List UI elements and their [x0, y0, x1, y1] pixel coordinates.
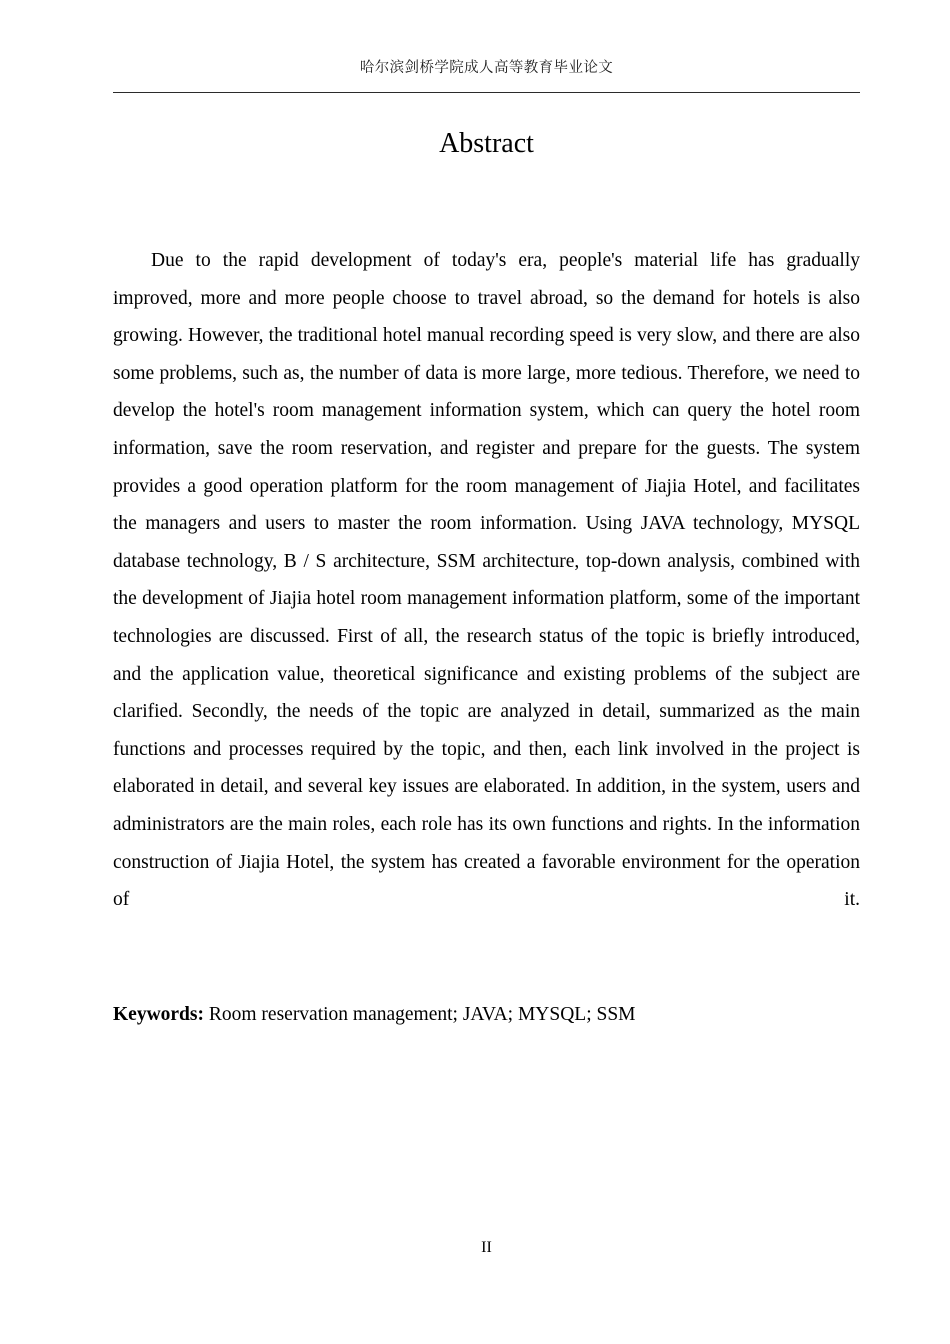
running-header-text: 哈尔滨剑桥学院成人高等教育毕业论文 [359, 60, 614, 76]
header-divider-rule [113, 92, 860, 93]
abstract-paragraph: Due to the rapid development of today's era, people's material life has gradually improved, more and more people choose to travel abroad, so the demand for hotels is also growing. However, the traditional hotel manual recording speed is very slow, and there are also some problems, such as, the number of data is more large, more tedious. Therefore, we need to develop the hotel's room management information system, which can query the hotel room information, save the room reservation, and register and prepare for the guests. The system provides a good operation platform for the room management of Jiajia Hotel, and facilitates the managers and users to master the room information. Using JAVA technology, MYSQL database technology, B / S architecture, SSM architecture, top-down analysis, combined with the development of Jiajia hotel room management information platform, some of the important technologies are discussed. First of all, the research status of the topic is briefly introduced, and the application value, theoretical significance and existing problems of the subject are clarified. Secondly, the needs of the topic are analyzed in detail, summarized as the main functions and processes required by the topic, and then, each link involved in the project is elaborated in detail, and several key issues are elaborated. In addition, in the system, users and administrators are the main roles, each role has its own functions and rights. In the information construction of Jiajia Hotel, the system has created a favorable environment for the operation of it. [113, 250, 860, 911]
running-header [113, 58, 860, 78]
keywords-label: Keywords: [113, 1004, 204, 1026]
abstract-section [113, 242, 860, 1034]
page-title: Abstract [439, 128, 534, 159]
keywords-line [113, 996, 860, 1034]
page-number: II [481, 1239, 492, 1256]
keywords-value: Room reservation management; JAVA; MYSQL; SSM [208, 1004, 636, 1026]
page-content [113, 112, 860, 1053]
page-footer [113, 1238, 860, 1258]
